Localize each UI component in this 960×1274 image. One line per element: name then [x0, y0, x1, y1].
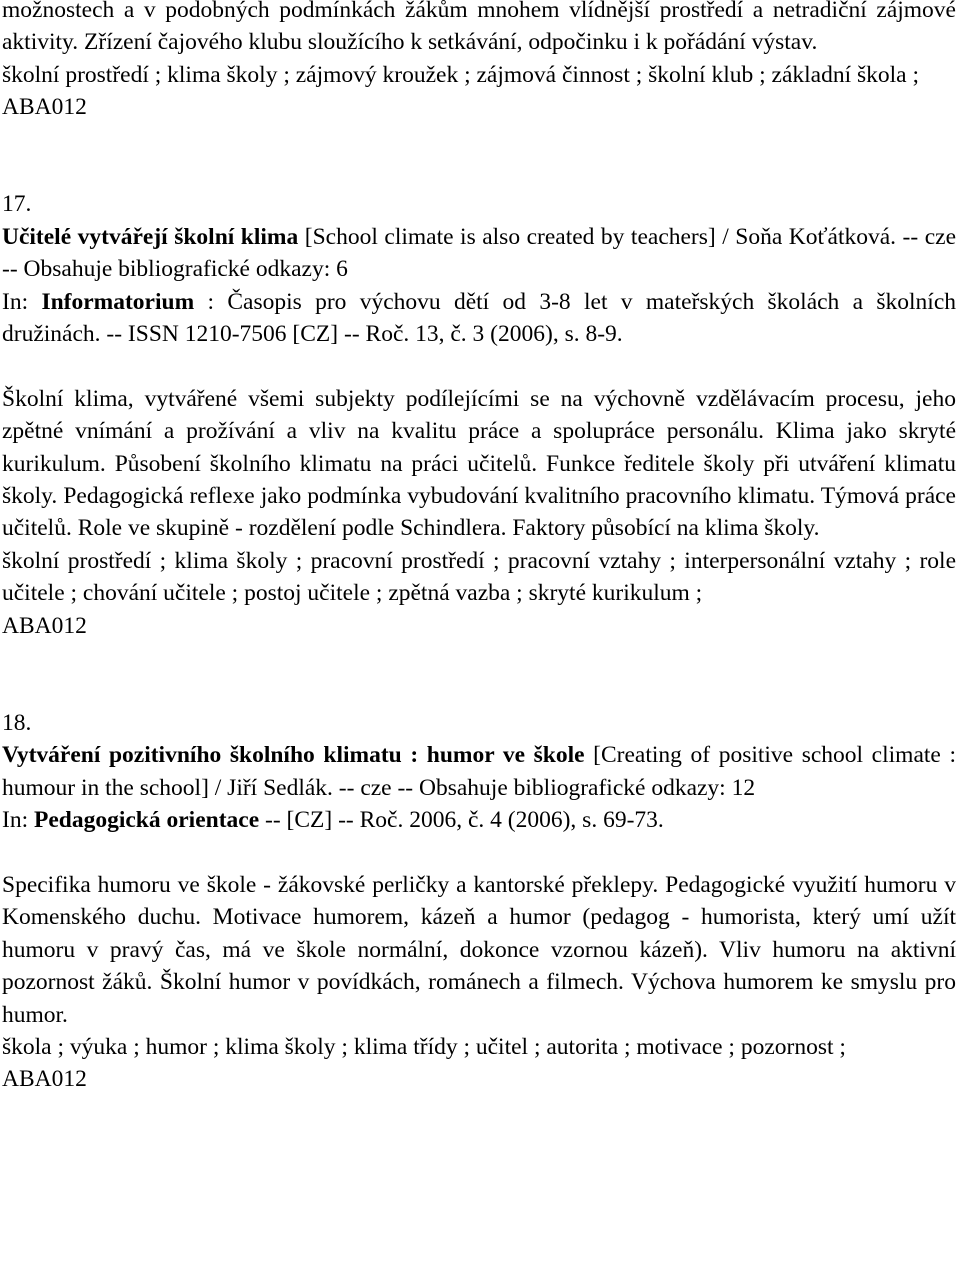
record-citation [2, 221, 956, 286]
record-citation-rest: [Creating of positive school climate : humour in the school] / Jiří Sedlák. -- cze -- Obsahuje bibliografické odkazy: 12 [2, 742, 956, 801]
source-title: Informatorium [41, 288, 195, 315]
record-code: ABA012 [2, 612, 87, 639]
record-source [2, 286, 956, 351]
source-details: -- [CZ] -- Roč. 2006, č. 4 (2006), s. 69-73. [259, 807, 664, 834]
source-prefix: In: [2, 807, 34, 834]
source-title: Pedagogická orientace [33, 807, 260, 834]
prev-code: ABA012 [2, 94, 87, 121]
record-title: Vytváření pozitivního školního klimatu : humor ve škole [2, 742, 585, 769]
record-abstract: Školní klima, vytvářené všemi subjekty podílejícími se na výchovně vzdělávacím procesu, jeho zpětné vnímání a prožívání a vliv na kvalitu práce a spolupráce personálu. Klima jako skryté kurikulum. Působení školního klimatu na práci učitelů. Funkce ředitele školy při utváření klimatu školy. Pedagogická reflexe jako podmínka vybudování kvalitního pracovního klimatu. Týmová práce učitelů. Role ve skupině - rozdělení podle Schindlera. Faktory působící na klima školy. [2, 385, 956, 542]
record-title: Učitelé vytvářejí školní klima [2, 223, 299, 250]
record-18 [2, 707, 956, 1096]
prev-keywords: školní prostředí ; klima školy ; zájmový kroužek ; zájmová činnost ; školní klub ; základní škola ; [2, 61, 920, 88]
source-prefix: In: [2, 288, 42, 315]
record-number: 17. [2, 191, 32, 218]
spacer [2, 837, 956, 869]
prev-abstract-tail: možnostech a v podobných podmínkách žákům mnohem vlídnější prostředí a netradiční zájmové aktivity. Zřízení čajového klubu sloužícího k setkávání, odpočinku i k pořádání výstav. [2, 0, 956, 56]
spacer [2, 124, 956, 189]
record-keywords: školní prostředí ; klima školy ; pracovní prostředí ; pracovní vztahy ; interpersonální vztahy ; role učitele ; chování učitele ; postoj učitele ; zpětná vazba ; skryté kurikulum ; [2, 547, 956, 607]
document-page [2, 0, 956, 1096]
record-abstract: Specifika humoru ve škole - žákovské perličky a kantorské překlepy. Pedagogické využití humoru v Komenského duchu. Motivace humorem, kázeň a humor (pedagog - humorista, který umí užít humoru v pravý čas, má ve škole normální, dokonce vzornou kázeň). Vliv humoru na aktivní pozornost žáků. Školní humor v povídkách, románech a filmech. Výchova humorem ke smyslu pro humor. [2, 871, 956, 1028]
record-citation-rest: [School climate is also created by teachers] / Soňa Koťátková. -- cze -- Obsahuje bibliografické odkazy: 6 [2, 223, 957, 283]
record-code: ABA012 [2, 1066, 87, 1093]
source-details: : Časopis pro výchovu dětí od 3-8 let v mateřských školách a školních družinách. -- ISSN 1210-7506 [CZ] -- Roč. 13, č. 3 (2006), s. 8-9. [2, 288, 957, 348]
record-keywords: škola ; výuka ; humor ; klima školy ; klima třídy ; učitel ; autorita ; motivace ; pozornost ; [2, 1033, 846, 1060]
record-number: 18. [2, 709, 32, 736]
record-source [2, 804, 956, 836]
spacer [2, 350, 956, 382]
record-citation [2, 739, 956, 804]
record-17 [2, 188, 956, 642]
spacer [2, 642, 956, 707]
